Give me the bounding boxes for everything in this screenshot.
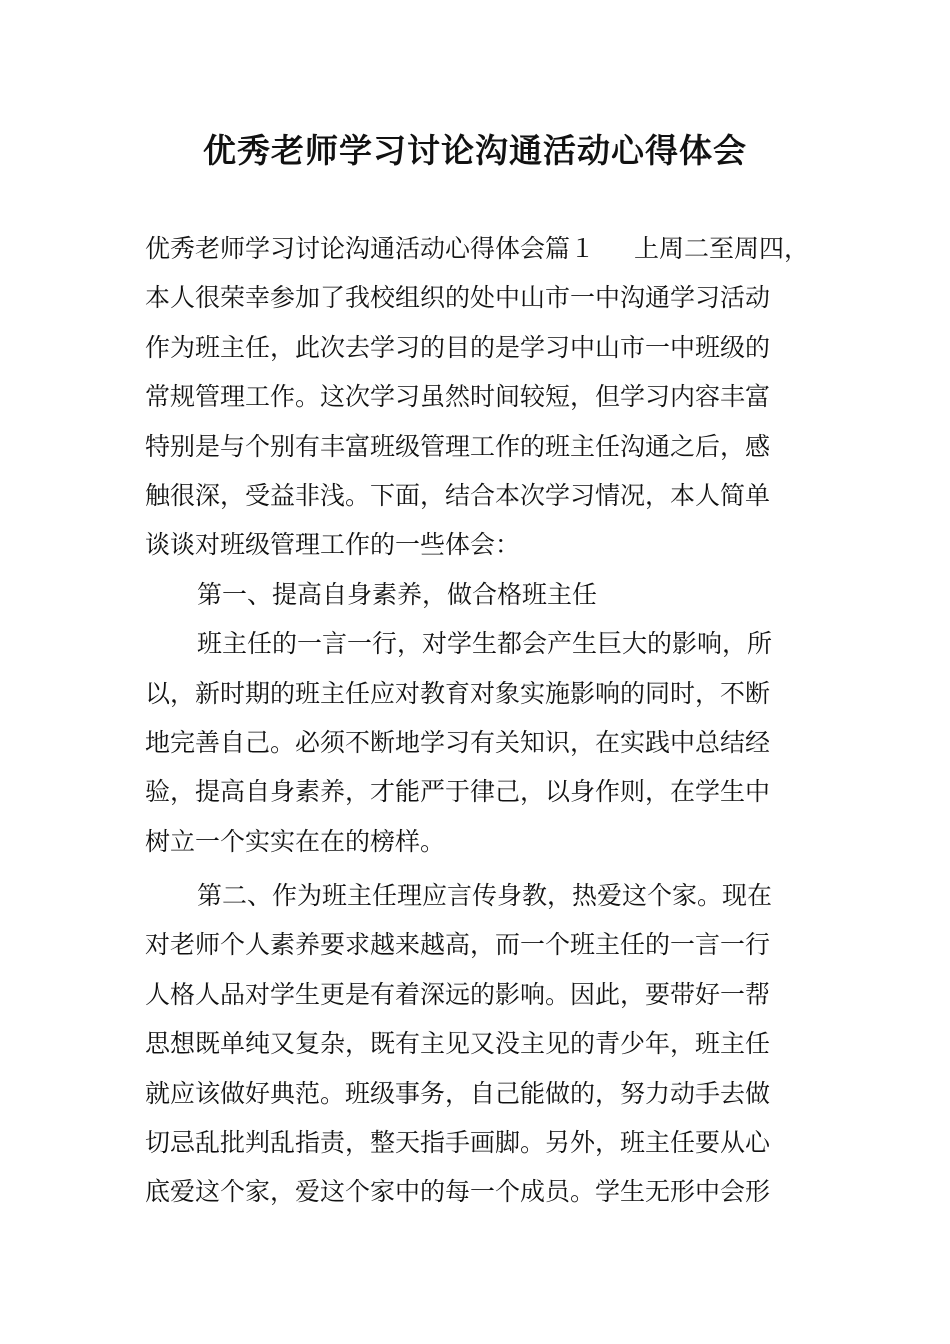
- paragraph-line: 底爱这个家，爱这个家中的每一个成员。学生无形中会形: [145, 1177, 771, 1207]
- paragraph-line: 本人很荣幸参加了我校组织的处中山市一中沟通学习活动: [145, 283, 771, 313]
- paragraph-start: 上周二至周四，: [633, 234, 809, 263]
- paragraph-line: 人格人品对学生更是有着深远的影响。因此，要带好一帮: [145, 979, 771, 1009]
- paragraph-line: 地完善自己。必须不断地学习有关知识，在实践中总结经: [145, 727, 771, 757]
- paragraph-line: 特别是与个别有丰富班级管理工作的班主任沟通之后，感: [145, 431, 771, 461]
- paragraph-line: 思想既单纯又复杂，既有主见又没主见的青少年，班主任: [145, 1029, 771, 1059]
- paragraph-line: 触很深，受益非浅。下面，结合本次学习情况，本人简单: [145, 480, 771, 510]
- paragraph-line: 验，提高自身素养，才能严于律己，以身作则，在学生中: [145, 777, 771, 807]
- paragraph-line: 作为班主任，此次去学习的目的是学习中山市一中班级的: [145, 332, 771, 362]
- section-heading: 优秀老师学习讨论沟通活动心得体会篇１: [145, 234, 596, 263]
- paragraph-line: 谈谈对班级管理工作的一些体会：: [145, 530, 521, 560]
- paragraph-line: 就应该做好典范。班级事务，自己能做的，努力动手去做: [145, 1078, 771, 1108]
- paragraph-line: 对老师个人素养要求越来越高，而一个班主任的一言一行: [145, 930, 771, 960]
- paragraph-line: 树立一个实实在在的榜样。: [145, 826, 446, 856]
- subheading-line: 第一、提高自身素养，做合格班主任: [197, 579, 598, 609]
- paragraph-line: 以，新时期的班主任应对教育对象实施影响的同时，不断: [145, 678, 771, 708]
- paragraph-line: 班主任的一言一行，对学生都会产生巨大的影响，所: [197, 629, 773, 659]
- paragraph-line: 第二、作为班主任理应言传身教，热爱这个家。现在: [197, 881, 773, 911]
- paragraph-line: 常规管理工作。这次学习虽然时间较短，但学习内容丰富: [145, 382, 771, 412]
- document-title: 优秀老师学习讨论沟通活动心得体会: [203, 131, 747, 170]
- paragraph-line: 切忌乱批判乱指责，整天指手画脚。另外，班主任要从心: [145, 1128, 771, 1158]
- paragraph-line: [145, 224, 809, 273]
- document-body: [145, 224, 809, 1217]
